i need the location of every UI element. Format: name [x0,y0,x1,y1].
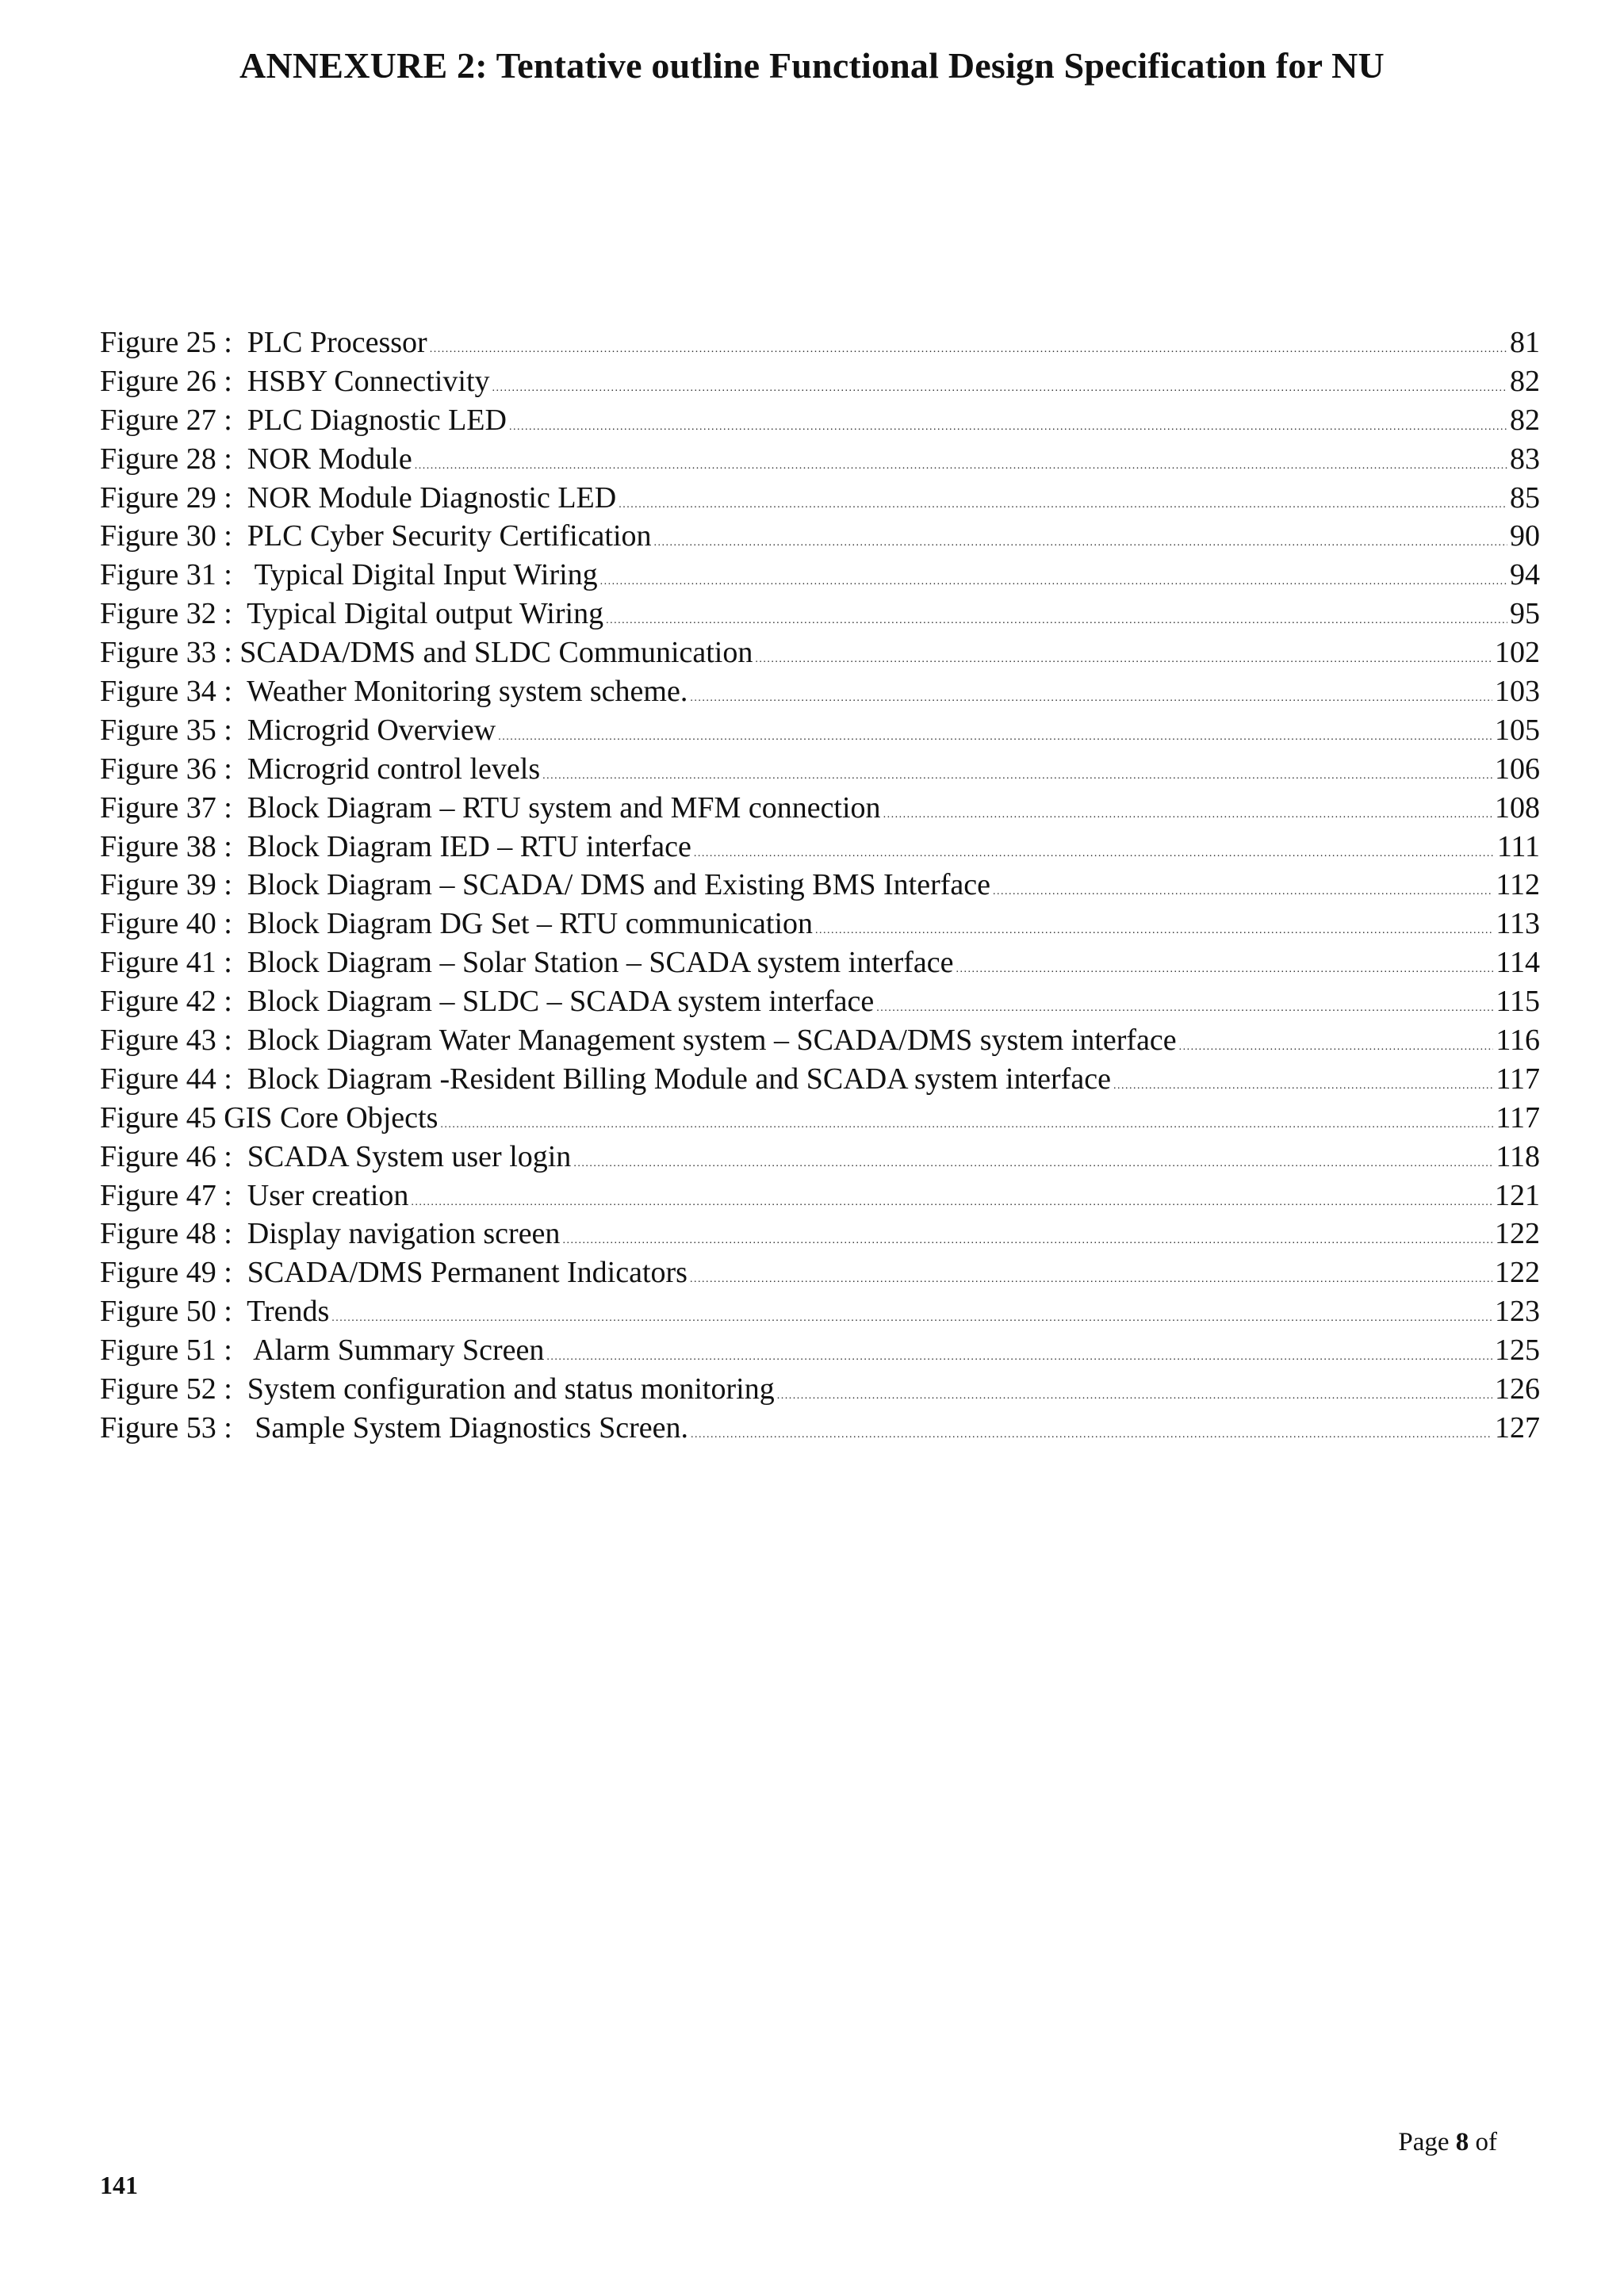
figure-entry[interactable] [100,323,1540,362]
dot-leader [654,524,1507,563]
page-prefix: Page [1398,2128,1456,2156]
figure-page-number: 115 [1496,985,1540,1019]
figure-page-number: 114 [1496,946,1540,980]
figure-page-number: 121 [1495,1178,1540,1212]
figure-page-number: 102 [1495,636,1540,670]
figure-label: Figure 40 : Block Diagram DG Set – RTU communication [100,907,814,941]
figure-page-number: 90 [1510,519,1540,553]
page-number [1398,2128,1497,2157]
figure-label: Figure 33 : SCADA/DMS and SLDC Communication [100,636,753,670]
dot-leader [440,1106,1493,1145]
figure-label: Figure 42 : Block Diagram – SLDC – SCADA system interface [100,985,875,1019]
figure-label: Figure 53 : Sample System Diagnostics Screen. [100,1410,688,1445]
figure-page-number: 118 [1496,1139,1540,1173]
dot-leader [430,331,1507,369]
figure-page-number: 108 [1495,790,1540,825]
dot-leader [498,718,1492,757]
figure-label: Figure 45 GIS Core Objects [100,1100,439,1135]
figure-page-number: 113 [1496,907,1540,941]
figure-label: Figure 29 : NOR Module Diagnostic LED [100,480,617,515]
figure-label: Figure 30 : PLC Cyber Security Certification [100,519,652,553]
figure-label: Figure 41 : Block Diagram – Solar Station – SCADA system interface [100,946,954,980]
figure-page-number: 85 [1510,480,1540,515]
figure-label: Figure 38 : Block Diagram IED – RTU interface [100,829,691,863]
figure-label: Figure 48 : Display navigation screen [100,1217,561,1251]
dot-leader [1179,1028,1494,1067]
figure-label: Figure 46 : SCADA System user login [100,1139,572,1173]
figure-page-number: 111 [1496,829,1540,863]
page-suffix: of [1469,2128,1497,2156]
dot-leader [600,563,1507,602]
figure-page-number: 125 [1495,1334,1540,1368]
figure-label: Figure 47 : User creation [100,1178,409,1212]
dot-leader [956,951,1494,989]
figure-label: Figure 31 : Typical Digital Input Wiring [100,558,598,592]
dot-leader [1113,1067,1493,1106]
figure-page-number: 123 [1495,1295,1540,1329]
figure-label: Figure 52 : System configuration and status monitoring [100,1372,775,1406]
dot-leader [883,796,1492,835]
dot-leader [691,1416,1492,1455]
dot-leader [492,369,1507,408]
figure-page-number: 95 [1510,597,1540,631]
figure-label: Figure 39 : Block Diagram – SCADA/ DMS and Existing BMS Interface [100,868,991,902]
page-title: ANNEXURE 2: Tentative outline Functional Design Specification for NU [239,45,1385,86]
dot-leader [777,1377,1492,1416]
figure-label: Figure 32 : Typical Digital output Wiring [100,597,604,631]
figure-page-number: 81 [1510,326,1540,359]
figure-page-number: 106 [1495,752,1540,786]
dot-leader [690,1261,1492,1299]
figure-label: Figure 37 : Block Diagram – RTU system and MFM connection [100,790,881,825]
figure-label: Figure 36 : Microgrid control levels [100,752,541,786]
figure-page-number: 82 [1510,403,1540,437]
figure-page-number: 112 [1496,868,1540,902]
dot-leader [619,486,1507,525]
dot-leader [690,679,1492,718]
figure-page-number: 127 [1495,1410,1540,1445]
dot-leader [755,641,1492,679]
figure-page-number: 122 [1495,1256,1540,1290]
figure-page-number: 117 [1496,1100,1540,1135]
dot-leader [573,1145,1493,1184]
figure-label: Figure 44 : Block Diagram -Resident Billing Module and SCADA system interface [100,1062,1111,1096]
figure-page-number: 103 [1495,675,1540,709]
figure-page-number: 105 [1495,713,1540,747]
figure-page-number: 82 [1510,364,1540,398]
figure-label: Figure 26 : HSBY Connectivity [100,364,490,398]
figure-label: Figure 50 : Trends [100,1295,330,1329]
figure-page-number: 94 [1510,558,1540,592]
figure-label: Figure 35 : Microgrid Overview [100,713,496,747]
figure-label: Figure 51 : Alarm Summary Screen [100,1334,545,1368]
table-of-figures [100,323,1540,1448]
figure-label: Figure 43 : Block Diagram Water Management system – SCADA/DMS system interface [100,1024,1177,1058]
figure-page-number: 126 [1495,1372,1540,1406]
dot-leader [411,1184,1492,1223]
figure-label: Figure 34 : Weather Monitoring system scheme. [100,675,688,709]
figure-page-number: 116 [1496,1024,1540,1058]
dot-leader [993,873,1493,912]
page-current: 8 [1455,2128,1469,2156]
figure-page-number: 83 [1510,442,1540,476]
page-total: 141 [100,2171,138,2199]
figure-page-number: 117 [1496,1062,1540,1096]
dot-leader [562,1222,1492,1261]
figure-page-number: 122 [1495,1217,1540,1251]
figure-label: Figure 28 : NOR Module [100,442,412,476]
figure-label: Figure 25 : PLC Processor [100,326,427,359]
figure-label: Figure 49 : SCADA/DMS Permanent Indicators [100,1256,688,1290]
figure-label: Figure 27 : PLC Diagnostic LED [100,403,507,437]
dot-leader [509,408,1507,447]
